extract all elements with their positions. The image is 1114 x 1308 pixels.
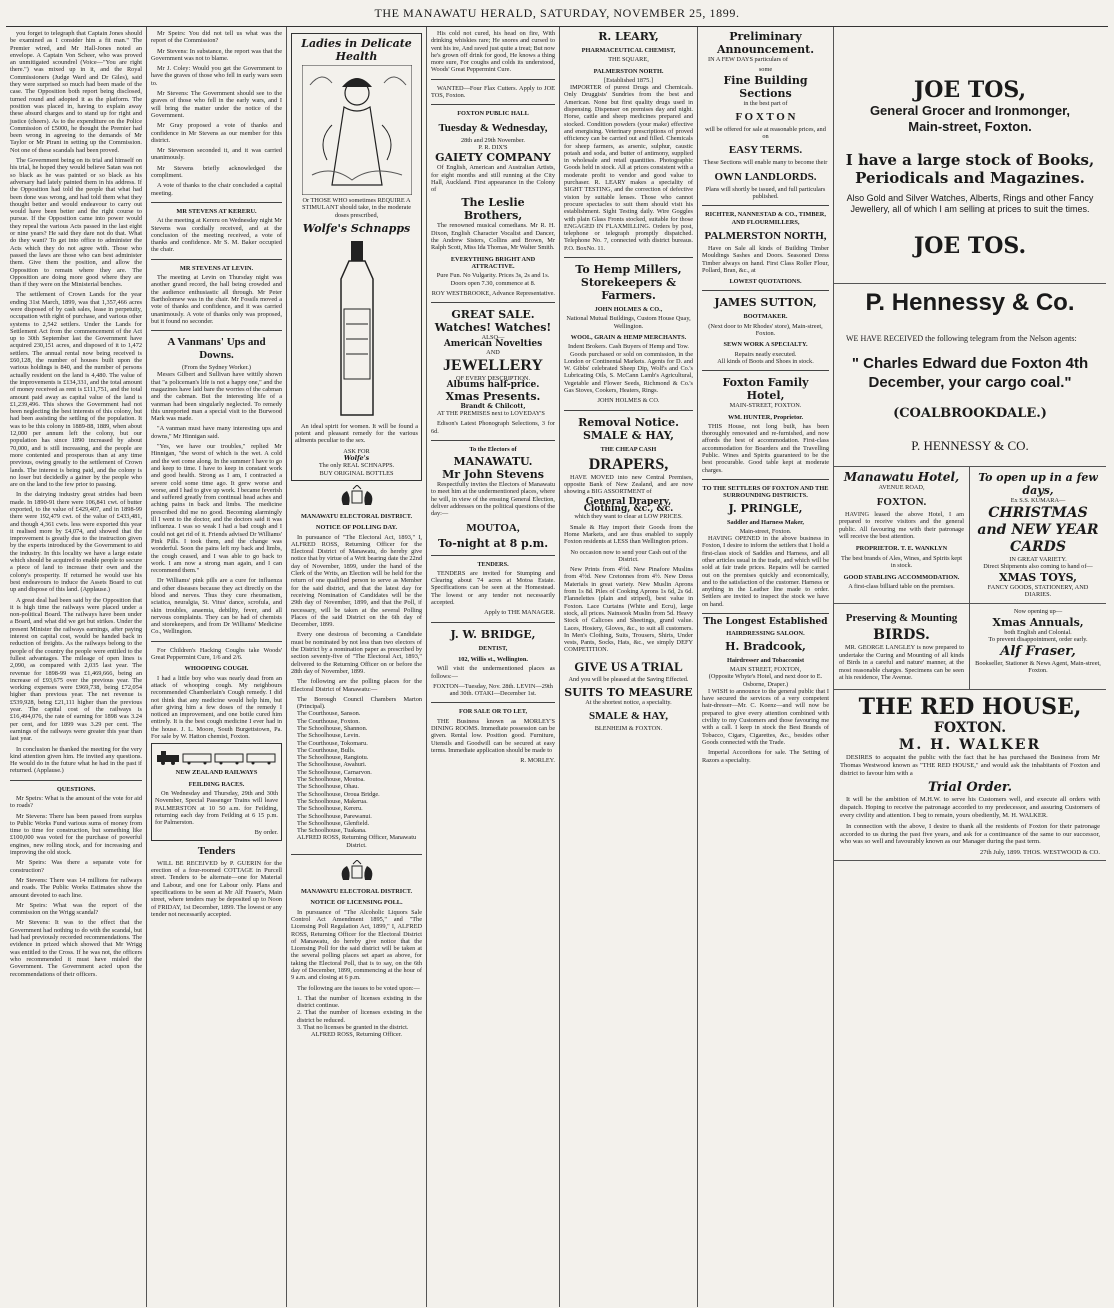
sale-heading: GREAT SALE. [451, 308, 535, 322]
ad-also: ALSO— [481, 334, 505, 342]
ad-text: Goods purchased or sold on commission, in the London or Continental Markets. Agents for D. and W. Gibbs' celebrated Sheep Dip, Wolf's and Co.'s Lubricating Oils, S. McCann Lamb's Agricultural, Vegetable and Flower Seeds, Richmond & Co.'s Gas Stoves, Cookers, Heaters, Rings. [564, 350, 693, 394]
question: Mr Speirs: Was there a separate vote for construction? [10, 859, 142, 874]
tenders-heading: Tenders [197, 844, 236, 857]
ad-text: Imperial Accordions for sale. The Setting of Razors a speciality. [702, 749, 829, 764]
ad-text: MR. GEORGE LANGLEY is now prepared to undertake the Curing and Mounting of all kinds of Birds in a careful and nature' manner, at the most reasonable charges. Specimens can be seen at his residence, The Avenue. [839, 643, 964, 682]
ad-subheading: General Drapery, Clothing, &c., &c. [583, 496, 674, 515]
merchant-address: National Mutual Buildings, Custom House Quay, Wellington. [566, 315, 691, 330]
hotel-cards-row [834, 467, 1106, 604]
company-owner: P. R. DIX'S [478, 143, 508, 151]
train-icon [155, 749, 280, 765]
divider [564, 410, 693, 411]
tenders-text: TENDERS are invited for Stumping and Clearing about 74 acres at Motoa Estate. Specifications can be seen at the Homestead. The lowest or any tender not necessarily accepted. [431, 569, 555, 607]
divider [431, 622, 555, 623]
company-name: GAIETY COMPANY [435, 151, 551, 165]
list-item: The Schoolhouse, Oroua Bridge. [297, 790, 380, 798]
column-1 [6, 27, 147, 1307]
ad-text: It will be the ambition of M.H.W. to serve his Customers well, and execute all orders with dispatch. Hoping to receive the patronage accorded to my predecessor, and assuring Customers of every civility and attention. I beg to remain, yours obediently, M. H. WALKER. [840, 796, 1100, 819]
show-dates-sub: 28th and 29th November. [460, 136, 525, 144]
ad-text: DESIRES to acquaint the public with the fact that he has purchased the Business from Mr Thomas Westwood known as "THE RED HOUSE," and would ask the inhabitants of Foxton and district to favour him with a [840, 753, 1100, 777]
store-name: THE RED HOUSE, [858, 693, 1082, 720]
divider [151, 259, 282, 260]
ad-text: Respectfully invites the Electors of Manawatu to meet him at the undermentioned places, where he will, in view of the ensuing General Election, deliver addresses on the political questions of the day:— [431, 481, 555, 518]
divider [431, 302, 555, 303]
ad-ask: ASK FOR [343, 447, 370, 455]
bootmaker-title: BOOTMAKER. [743, 313, 788, 321]
polling-places-list [291, 696, 422, 835]
brand-name: Wolfe's [343, 455, 370, 463]
xmas-annuals-ad [970, 604, 1106, 689]
suits-heading: SUITS TO MEASURE [564, 686, 693, 699]
article-source: (From the Sydney Worker.) [182, 364, 251, 372]
firm-town: PALMERSTON NORTH, [704, 229, 827, 242]
ad-address: BLENHEIM & FOXTON. [594, 725, 663, 733]
list-item: The Courthouse, Bulls. [297, 746, 356, 754]
divider [702, 205, 829, 206]
article-heading: WHOOPING COUGH. [184, 665, 249, 673]
ad-text: A first-class billiard table on the premises. [848, 583, 955, 591]
brand-name: Wolfe's Schnapps [302, 221, 411, 235]
article-paragraph: A great deal had been said by the Opposition that it is high time the railways were placed under a non-political Board. The railways have been under a Board, and what did we get but strikes. Under the present Minister the railways earnings, after paying interest on capital cost, would be handed back in reduction of freights. As the railways belong to the people of the country the people were entitled to the fullest advantages. The mileage of open lines is 2,090, as compared with 2,035 last year. The revenue for 1898-99 was £1,469,666, being an increase of £93,675 over the previous year. The working expenses were £969,738, being £72,054 higher than previous year. The net revenue is £539,928, being £21,111 higher than the previous year. The capital cost of the railways is £16,494,076, the rate of earning for 1898 was 3.24 per cent, and for 1899 was 3.29 per cent. The earnings of the railways were greater this year than last year. [10, 596, 142, 743]
tenders-apply: Apply to THE MANAGER. [484, 609, 555, 617]
ad-text: Ex S.S. KUMARA— [1010, 497, 1066, 504]
divider [431, 79, 555, 80]
column-7 [834, 27, 1106, 1307]
list-item: 2. That the number of licenses existing in the district be reduced. [297, 1009, 422, 1024]
ad-text: both English and Colonial. [1004, 628, 1072, 636]
ad-text: HAVE MOVED into new Central Premises, opposite Bank of New Zealand, and are now showing a BIG ASSORTMENT of [564, 473, 693, 496]
railways-order: By order. [254, 829, 278, 837]
column-3 [287, 27, 427, 1307]
ad-text: Edison's Latest Phonograph Selections, 3 for 6d. [431, 420, 555, 435]
ad-text: some [758, 66, 773, 74]
ad-text: Of English, American and Australian Artists, for eight months and still running at the City Hall, Auckland. First appearance in the Colony of [431, 164, 555, 194]
drapers-heading: DRAPERS, [588, 455, 669, 473]
questions-heading: QUESTIONS. [56, 785, 96, 793]
ad-every: OF EVERY DESCRIPTION. [455, 375, 531, 383]
ad-text: HAVING leased the above Hotel, I am prepared to receive visitors and the general public. All favouring me with their patronage will receive the best attention. [839, 510, 964, 541]
list-item: The Schoolhouse, Parewanui. [297, 812, 372, 820]
article-paragraph: Mr Gray proposed a vote of thanks and confidence in Mr Stevens as our member for this district. [151, 122, 282, 144]
removal-heading: Removal Notice. [578, 415, 679, 429]
bird-mounting-ad [834, 604, 970, 689]
ad-text: The best brands of Ales, Wines, and Spirits kept in stock. [840, 554, 962, 570]
ad-text: Smale & Hay import their Goods from the Home Markets, and are thus enabled to supply Foxton residents at LESS than Wellington prices. [564, 523, 693, 546]
ad-text: All kinds of Boots and Shoes in stock. [717, 357, 814, 365]
column-2 [147, 27, 287, 1307]
annuals-heading: Xmas Annuals, [992, 615, 1084, 629]
railways-subtitle: FEILDING RACES. [188, 780, 245, 788]
ad-text: IMPORTER of purest Drugs and Chemicals. Only Druggists' Sundries from the best and American. None but first quality drugs used in dispensing. Dispenser on premises day and night. Horse, cattle and sheep medicines prepared and stocked. Condition powders (your make) effective and energising. Veterinary prescriptions of proved efficiency can be carried out and filled. Chemicals for sheep farmers, as arsenic, sulphur, caustic potash and soda, and butter of antimony, supplied in wholesale and retail quantities. Photographic Goods held in stock. All at prices consistent with a moderate profit to vendor and good value to purchaser. R. LEARY makes a speciality of SIGHT TESTING, and the correction of defective vision by suitable lenses. Those who cannot procure spectacles to suit them should visit his establishment. Sight Testing daily. Wire Goggles with plain Glass Fronts stocked, suitable for those ENGAGED IN FLAXMILLING. Orders by post, telephone or telegraph promptly dispatched. Telephone No. 7, connected with district bureaus. P.O. BoxNo. 11. [564, 84, 693, 252]
ad-only: The only REAL SCHNAPPS. [318, 462, 395, 470]
trial-heading: GIVE US A TRIAL [574, 658, 683, 674]
hotel-proprietor: WM. HUNTER, Proprietor. [727, 413, 804, 421]
ad-text: Have on Sale all kinds of Building Timber Mouldings Sashes and Doors. Seasoned Dress Timber always on hand. First Class Roller Flour, Pollard, Bran, &c., at [702, 244, 829, 274]
bookseller-address: Bookseller, Stationer & News Agent, Main-street, Foxton. [975, 659, 1101, 675]
toys-heading: XMAS TOYS, [998, 570, 1078, 584]
list-item: The Schoolhouse, Moutoa. [297, 776, 365, 784]
divider [702, 370, 829, 371]
tenders-heading: TENDERS. [477, 560, 509, 568]
divider [151, 202, 282, 203]
list-item: The Schoolhouse, Glenfield. [297, 819, 370, 827]
article-paragraph: For Children's Hacking Coughs take Woods' Great Peppermint Cure, 1/6 and 2/6. [151, 646, 282, 662]
notice-text: In pursuance of "The Alcoholic Liquors Sale Control Act Amendment 1895," and "The Licensing Poll Regulation Act, 1899," I, ALFRED ROSS, Returning Officer for the Electoral District of Manawatu, do hereby give notice that the Licensing Poll for the said district will be taken at the several polling places set apart as above, for taking the Electoral Poll, that is to say, on the 6th day of December, 1899, commencing at the hour of 9 a.m. and closing at 6 p.m. [291, 908, 422, 982]
hotel-proprietor: PROPRIETOR. T. E. WANKLYN [855, 544, 948, 552]
divider [431, 440, 555, 441]
chemist-name: R. LEARY, [598, 30, 659, 43]
railways-text: On Wednesday and Thursday, 29th and 30th November, Special Passenger Trains will leave PALMERSTON at 10 50 a.m. for Feilding, returning each day from Feilding at 6 15 p.m. for Palmerston. [155, 789, 278, 827]
list-item: The Schoolhouse, Ohau. [297, 783, 359, 791]
article-paragraph: The settlement of Crown Lands for the year ending 31st March, 1899, was that 1,357,466 acres were disposed of by cash sales, lease in perpetuity, occupation with right of purchase, and various other systems to 2,542 settlers. Under the Lands for Settlement Act from the commencement of the Act up to 30th September last the Government have acquired 230,151 acres, and disposed of it to 1,472 settlers. The annual rental now being received is £60,128, the number of houses built upon the various holdings is 840, and the number of persons actually resident on the land is 4,480. The value of the improvements is £134,331, and the total amount of money received as rent is £111,751, and the total amount paid away as capital value of the land is £1,239,496. This shows the Government had not been neglecting the best interests of this colony, but had been assisting the settling of the population. It was to be this colony in 1889-88, 1889, when about 12,000 per annum left the colony, but our population has since 1890 increased by about 70,000, and is still increasing, and the people are more contented and prosperous than at any time previous, owing greatly to the settlement of Crown lands. The interest is being paid, and the colony is no loser but decidedly a gainer by the people who are on the land to the few prior to passing. [10, 291, 142, 489]
bottle-icon [333, 239, 381, 419]
notice-signature: ALFRED ROSS, Returning Officer. [310, 1031, 402, 1039]
article-paragraph: you forget to telegraph that Captain Jones should be examined as I consider him a fit man." The Premier wired, and Mr Hall-Jones noted an envelope. A Captain Von Scheer, who was proved an unmitigated scoundrel (Voice—"You are right there.") was mixed up in it, and the Royal Commissioners (Judge Ward and Dr Giles), said they were surprised so much had been made of the case. The Opposition both report being disclosed, turned round and adopted it as the platform. The position was placed in, having to explain away these absurd charges and to stand up for right and justice (cheers). As to the expenditure on the Police Commission of £5000, he thought the Premier had been wrong in agreeing to the demands of Mr Taylor or Mr Pirani in setting up the Commission. Not one of these scandals had been proved. [10, 30, 142, 154]
article-paragraph: Messrs Gilbert and Sullivan have wittily shown that "a policeman's life is not a happy one," and the magazines have laid bare the worries of the cabman and the cabman. But the interesting life of a vanman had been singularly neglected. To remedy this unreported man a special visit to the Burwood Mark was made. [151, 371, 282, 423]
ad-text: Will visit the undermentioned places as follows:— [431, 665, 555, 680]
ad-text: To prevent disappointment, order early. [988, 636, 1088, 644]
list-item: 3. That no licenses be granted in the district. [297, 1024, 409, 1032]
divider [291, 854, 422, 855]
notice-text: Every one desirous of becoming a Candidate must be nominated by not less than two electors of the District by a nomination paper as prescribed by section seventy-five of "The Electoral Act, 1893," delivered to the Returning Officer on or before the 28th day of November, 1899. [291, 631, 422, 675]
answer: Mr Stevens: It was to the effect that the Government had nothing to do with the scandal, but had had previously recorded recommendations. The evidence in prized which showed that Mr Wrigg was entitled to the Cross. If he was not, the officers who recommended it must have misled the Government. The Government acted upon the recommendations of their officers. [10, 919, 142, 978]
albums-heading: Albums half-price. [446, 380, 540, 391]
hotel-name: Foxton Family Hotel, [722, 376, 809, 403]
column-4 [427, 27, 560, 1307]
bootmaker-address: (Next door to Mr Rhodes' store), Main-street, Foxton. [708, 322, 823, 338]
divider [431, 555, 555, 556]
list-item: The Schoolhouse, Awahuri. [297, 761, 367, 769]
article-heading: A Vanmans' Ups and Downs. [167, 336, 266, 362]
saloon-subheading: HAIRDRESSING SALOON. [726, 630, 805, 638]
visit-schedule: FOXTON—Tuesday, Nov. 28th. LEVIN—29th and 30th. OTAKI—December 1st. [433, 682, 553, 698]
candidate-name: Mr John Stevens [442, 468, 544, 482]
merchant-trade: WOOL, GRAIN & HEMP MERCHANTS. [570, 333, 687, 341]
article-paragraph: In conclusion he thanked the meeting for the very kind attention given him. He invited any questions. He would do in the future what he had in the past if returned. (Applause.) [10, 745, 142, 775]
notice-signature: ALFRED ROSS, Returning Officer, Manawatu District. [296, 834, 417, 849]
ad-buy: BUY ORIGINAL BOTTLES [319, 469, 394, 477]
manawatu-hotel-ad [834, 467, 970, 603]
sale-heading: FOR SALE OR TO LET, [458, 708, 528, 716]
saddler-name: J. PRINGLE, [728, 501, 803, 515]
ad-text: No occasion now to send your Cash out of the District. [570, 548, 687, 563]
announcement-heading: Preliminary Announcement. [716, 30, 815, 56]
notice-text: The following are the polling places for the Electoral District of Manawatu:— [291, 678, 422, 693]
sections-heading: Fine Building Sections [723, 73, 808, 100]
hennessy-ad [834, 284, 1106, 467]
wanted-ad: WANTED—Four Flax Cutters. Apply to JOE TOS, Foxton. [431, 84, 555, 100]
ad-text: The renowned musical comedians. Mr R. H. Dixon, English Character Vocalist and Dancer, the Andrew Sisters, Collins and Brown, Mr Ralph Scott, Miss Ida Thomas, Mr Walter Smith. [431, 222, 555, 252]
answer: Mr Stevens: There was 14 millions for railways and roads. The Public Works Estimates show the amount devoted to each line. [10, 876, 142, 899]
list-item: The Courthouse, Foxton. [297, 717, 360, 725]
notice-text: The following are the issues to be voted upon:— [297, 984, 420, 992]
ad-text: FANCY GOODS, STATIONERY, AND DIARIES. [987, 583, 1089, 599]
hairdresser-title: Hairdresser and Tobacconist [726, 656, 805, 664]
notice-subtitle: NOTICE OF POLLING DAY. [315, 524, 398, 532]
notice-title: MANAWATU ELECTORAL DISTRICT. [300, 512, 413, 520]
chemist-title: PHARMACEUTICAL CHEMIST, [581, 47, 676, 54]
ad-subheading: LOWEST QUOTATIONS. [729, 278, 802, 286]
ad-heading: Preserving & Mounting [845, 611, 958, 624]
article-paragraph: Mr Stevens: The Government should see to the graves of those who fell in the early wars, and I will bring the matter under the notice of the Government. [151, 90, 282, 119]
ad-heading: TO THE SETTLERS OF FOXTON AND THE SURROUNDING DISTRICTS. [702, 484, 829, 500]
joe-tos-ad [834, 27, 1106, 284]
list-item: The Schoolhouse, Kereru. [297, 805, 363, 813]
ad-text: in the best part of [743, 99, 788, 107]
birds-heading: BIRDS. [873, 626, 930, 643]
ad-text: And you will be pleased at the Saving Effected. [568, 675, 689, 683]
article-paragraph: Mr Stevens briefly acknowledged the compliment. [151, 164, 282, 180]
railways-title: NEW ZEALAND RAILWAYS [175, 769, 258, 777]
divider [702, 479, 829, 480]
ad-title: Ladies in Delicate Health [301, 37, 412, 63]
article-heading: MR STEVENS AT LEVIN. [179, 264, 254, 272]
xmas-heading: Xmas Presents. [445, 389, 541, 403]
article-paragraph: Mr J. Coley: Would you get the Government to have the graves of those who fell in early wars seen to. [151, 65, 282, 87]
ad-body: An ideal spirit for women. It will be found a potent and pleasant remedy for the various ailments peculiar to the sex. [295, 422, 418, 445]
birds-annuals-row [834, 604, 1106, 690]
hall-name: FOXTON PUBLIC HALL [457, 110, 529, 118]
royal-crest-icon [337, 860, 377, 884]
ad-agent: ROY WESTBROOKE, Advance Representative. [431, 289, 555, 297]
ad-text: Direct Shipments also coming to hand of— [983, 563, 1093, 571]
lady-illustration-icon [302, 65, 412, 195]
ad-subheading: GOOD STABLING ACCOMMODATION. [843, 573, 960, 581]
notice-title: MANAWATU ELECTORAL DISTRICT. [300, 888, 413, 896]
dentist-address: 102, Willis st., Wellington. [458, 655, 528, 663]
merchant-indent: Indent Brokers. Cash Buyers of Hemp and Tow. [568, 343, 689, 351]
watches-heading: Watches! Watches! [434, 321, 552, 335]
chemist-address: THE SQUARE, [608, 56, 649, 64]
list-item: The Schoolhouse, Levin. [297, 732, 360, 740]
grocer-title: General Grocer and Ironmonger, [869, 103, 1071, 118]
divider [702, 290, 829, 291]
divider [151, 330, 282, 331]
ad-text: IN GREAT VARIETY. [1009, 555, 1067, 563]
books-heading: I have a large stock of Books, Periodicals and Magazines. [845, 151, 1095, 187]
list-item: The Courthouse, Tokomaru. [297, 739, 368, 747]
electorate-name: MANAWATU. [453, 455, 533, 469]
tenders-text: WILL BE RECEIVED by P. GUERIN for the erection of a four-roomed COTTAGE in Purcell street. Tenders to be alternate—one for Material and Labour, and one for Labour only. Plans and specifications to be seen at Mr Alf Fraser's, Main street, where tenders may be deposited up to Noon of FRIDAY, 1st December, 1899. The lowest or any tender not necessarily accepted. [151, 859, 282, 918]
saddler-title: Saddler and Harness Maker, [727, 518, 804, 526]
list-item: The Schoolhouse, Tuakana. [297, 827, 367, 835]
divider [702, 613, 829, 614]
question: Mr Speirs: What was the report of the commission on the Wrigg scandal? [10, 901, 142, 917]
article-paragraph: I had a little boy who was nearly dead from an attack of whooping cough. My neighbours recommended Chamberlain's Cough remedy. I did not think that any medicine would help him, but after giving him a few doses of the remedy I noticed an improvement, and one bottle cured him entirely. It is the best cough medicine I ever had in the house. J. L. Moore, South Burgettstown, Pa. For sale by W. Hatton chemist, Foxton. [151, 674, 282, 741]
venue: MOUTOA, [466, 521, 520, 534]
chemist-town: PALMERSTON NORTH. [593, 67, 664, 75]
list-item: The Schoolhouse, Carnarvon. [297, 768, 372, 776]
trial-order-heading: Trial Order. [927, 780, 1013, 796]
issues-list [291, 995, 422, 1031]
article-paragraph: At the meeting at Kereru on Wednesday night Mr Stevens was cordially received, and at the conclusion of the meeting received, a vote of thanks and confidence. Mr S. M. Baker occupied the chair. [151, 217, 282, 254]
ad-text: THIS House, not long built, has been thoroughly renovated and re-furnished, and now affords the best of accommodation. First-class accommodation for Boarders and the Travelling Public. Wines and Spirits guaranteed to be the best procurable. Good table kept at moderate charges. [702, 422, 829, 474]
divider [431, 104, 555, 105]
article-paragraph: In the dairying industry great strides had been made. In 1890-91 there were 106,841 cwt. of butter exported, to the value of £429,407, and in 1898-99 there were 192,479 cwt. of the value of £433,481, and though 4,361 cwts. less were exported this year it realised more by £4,074, and showed that the improvement is greatly due to the instruction given by the experts introduced by the Government to aid the industry. In this locality we have a large estate which should be acquired to enable people to secure a piece of land to increase their own and the colony's prosperity. If returned he would use his best endeavours to induce the Assets Board to cut up and dispose of this land. (Applause.) [10, 491, 142, 594]
hairdresser-location: (Opposite Whyte's Hotel, and next door to E. Osborne, Draper.) [708, 673, 823, 688]
ad-text: At the shortest notice, a speciality. [585, 699, 672, 706]
ad-text: which they want to clear at LOW PRICES. [574, 513, 683, 521]
ad-text: IN A FEW DAYS particulars of [708, 56, 788, 63]
ad-text: WE HAVE RECEIVED the following telegram from the Nelson agents: [846, 334, 1077, 343]
christmas-cards-ad [970, 467, 1106, 603]
list-item: The Schoolhouse, Shannon. [297, 724, 368, 732]
columns [6, 27, 1108, 1307]
list-item: The Courthouse, Sanson. [297, 710, 361, 718]
bookseller-name: Alf Fraser, [1000, 643, 1076, 659]
notice-subtitle: NOTICE OF LICENSING POLL. [310, 899, 403, 907]
hotel-address: MAIN-STREET, FOXTON. [729, 402, 802, 410]
ad-text: I WISH to announce to the general public that I have secured the services of a very competent hair-dresser—Mr. C. Koenz—and will now be prepared to give every attention combined with civility to my Customers and those favouring me with a call. I keep in stock the Best Brands of Tobacco, Cigars, Cigarettes, &c., besides other Goods connected with the Trade. [702, 687, 829, 746]
electors-heading: To the Electors of [469, 445, 517, 453]
owner-name: M. H. WALKER [898, 736, 1042, 753]
ad-signature: 27th July, 1899. THOS. WESTWOOD & CO. [980, 849, 1100, 857]
saddler-address: Main-street, Foxton. [739, 527, 792, 535]
dentist-title: DENTIST, [478, 644, 508, 652]
article-paragraph: Mr Stevenson seconded it, and it was carried unanimously. [151, 147, 282, 162]
cards-heading: CHRISTMAS and NEW YEAR CARDS [977, 504, 1099, 555]
ad-text: will be offered for sale at reasonable prices, and on [705, 125, 826, 141]
drapers-tagline: THE CHEAP CASH [600, 445, 657, 453]
article-paragraph: Mr Speirs: You did not tell us what was the report of the Commission? [151, 30, 282, 45]
chemist-established: [Established 1875.] [604, 76, 653, 84]
merchant-name: P. Hennessy & Co. [865, 289, 1075, 316]
ad-text: These Sections will enable many to become their [703, 159, 828, 167]
hotel-name: Manawatu Hotel, [843, 470, 960, 484]
notice-text: In pursuance of "The Electoral Act, 1893," I, ALFRED ROSS, Returning Officer for the Electoral District of Manawatu, do hereby give notice that by virtue of a Writ bearing date the 22nd day of November, 1899, under the hand of the Clerk of the Writs, an Election will be held for the return of one qualified person to serve as Member for the said district, and that the latest day for receiving Nomination of Candidates will be the 29th day of November, 1899, and that the Poll, if necessary, will be taken at the several Polling Places of the said District on the 6th day of December, 1899. [291, 533, 422, 629]
column-6 [698, 27, 834, 1307]
ad-text: Plans will shortly be issued, and full particulars published. [705, 185, 826, 201]
merchant-signature: P. HENNESSY & CO. [911, 438, 1029, 453]
saloon-heading: The Longest Established [703, 617, 828, 628]
article-paragraph: "Yes, we have our troubles," replied Mr Hinnigan, "the worst of which is the wet. A cold and the wet come along. In the summer I have to go and keep to time. I have to keep in constant work and good health. Strong as I am, I contracted a severe cold some time ago. It grew worse and worse, and I had to give up work. I became feverish and suffered greatly from continual head aches and aching pains in back and limbs. The medicine prescribed did me no good. Becoming alarmingly ill I went to the doctor, and the doctors said it was influenza. I was so weak I had a bad cough and I could not get rid of it. Friends advised Dr Williams' Pink Pills. I took them, and the change was wonderful. Soon the pains left my back and limbs, the cough ceased, and I was able to go back to work. I am now a strong man again, and I can recommend them." [151, 443, 282, 575]
telegram-text: " Charles Edward due Foxton 4th December, your cargo coal." [851, 355, 1089, 391]
article-heading: MR STEVENS AT KERERU. [176, 207, 257, 215]
wolfes-schnapps-ad [291, 33, 422, 481]
grocer-signature: JOE TOS. [913, 233, 1027, 259]
list-item: The Schoolhouse, Makerua. [297, 797, 368, 805]
article-paragraph: Mr Stevens: In substance, the report was that the Government was not to blame. [151, 47, 282, 62]
divider [10, 780, 142, 781]
ad-signature: JOHN HOLMES & CO. [597, 397, 660, 405]
ad-heading: To Hemp Millers, Storekeepers & Farmers. [575, 263, 682, 303]
divider [151, 641, 282, 642]
drapers-name: SMALE & HAY, [582, 428, 674, 442]
merchant-name: JOHN HOLMES & CO., [594, 306, 663, 314]
masthead: THE MANAWATU HERALD, SATURDAY, NOVEMBER 25, 1899. [6, 0, 1108, 27]
price-list: New Prints from 4½d. New Pinafore Muslins from 4½d. New Cretonnes from 4½. New Dress Materials in great variety. New Muslin Aprons from 1s 8d. Piles of Cooking Aprons 1s 6d, 2s 6d. Flannelettes (plain and striped), best value in Foxton. Lace Curtains (White and Ecru), large stock, all prices. Nainsook Muslin from 5d. Heavy Stock of Calicoes and Sheetings, grand value. Laces, Hosiery, Gloves, &c., to suit all customers. In Men's Clothing, Suits, Trousers, Shirts, Under vests, Pants, Socks, Hats, &c., we simply DEFY COMPETITION. [564, 566, 693, 654]
article-paragraph: "A vanman must have many interesting ups and downs," Mr Hinnigan said. [151, 425, 282, 440]
article-paragraph: The meeting at Levin on Thursday night was another grand record, the hall being crowded and the audience enthusiastic all through. Mr Peter Bartholomew was in the chair. Mr Fossils moved a vote of thanks and confidence, and it was carried unanimously. A vote of thanks only was proposed, but it found no seconder. [151, 274, 282, 325]
hairdresser-address: MAIN STREET, FOXTON, [729, 665, 802, 673]
hotel-address: AVENUE ROAD, [878, 484, 925, 491]
landlords-heading: OWN LANDLORDS. [714, 170, 817, 183]
terms-heading: EASY TERMS. [728, 144, 803, 157]
answer: Mr Stevens: There has been passed from surplus to Public Works Fund various sums of money from time to time for construction, but something like £100,000 was voted for the purchase of powerful engines, new rolling stock, and for increasing and improving the old stock. [10, 812, 142, 857]
list-item: The Borough Council Chambers Marton (Principal). [297, 695, 422, 711]
jewellery-heading: JEWELLERY [443, 357, 543, 375]
article-paragraph: A vote of thanks to the chair concluded a capital meeting. [151, 182, 282, 197]
hotel-town: FOXTON. [876, 495, 927, 508]
ad-text: Or THOSE WHO sometimes REQUIRE A STIMULANT should take, in the moderate doses prescribed, [301, 197, 411, 219]
question: Mr Speirs: What is the amount of the vote for aid to roads? [10, 794, 142, 810]
ad-text: Now opening up— [1013, 607, 1063, 615]
ad-text: In connection with the above, I desire to thank all the residents of Foxton for their patronage accorded to us during the past five years, and ask for a continuance of the same to our successor, who was so well and favourably known as our Manager during the past term. [840, 822, 1100, 846]
town-name: F O X T O N [735, 110, 796, 123]
novelties-heading: American Novelties [443, 339, 543, 350]
ad-heading: To open up in a few days, [978, 471, 1098, 497]
dentist-name: J. W. BRIDGE, [450, 627, 536, 641]
coal-name: (COALBROOKDALE.) [893, 406, 1047, 421]
firm-name: RICHTER, NANNESTAD & CO., TIMBER, AND FLOURMILLERS, [705, 211, 826, 226]
ad-tagline: EVERYTHING BRIGHT AND ATTRACTIVE. [450, 255, 536, 270]
meeting-time: To-night at 8 p.m. [437, 536, 549, 550]
red-house-ad [834, 690, 1106, 861]
bootmaker-name: JAMES SUTTON, [714, 296, 817, 310]
list-item: 1. That the number of licenses existing in the district continue. [297, 994, 422, 1010]
railways-ad [151, 743, 282, 840]
ad-text: Repairs neatly executed. [734, 350, 797, 358]
watches-text: Also Gold and Silver Watches, Alberts, Rings and other Fancy Jewellery, all of which I am selling at prices to suit the times. [846, 193, 1094, 214]
ad-text: AT THE PREMISES next to LOVEDAY'S [437, 409, 545, 417]
article-paragraph: The Government being on its trial and himself on his trial, he hoped they would believe Satan was not so black as he was painted or so black as his adversary had lately painted them in his address. If the Opposition had told the people that what had been done was wrong, and had told them what they thought better and would endeavour to carry out would have been better and the right course to pursue. If the Opposition came into power would they repeal the various Acts passed in the last eight or nine years? He said they dare not do that. What do they want? To get into office to administer the Acts which they do not agree with. Those who passed the laws are those who can best administer them. Give them the position, and allow the Opposition to remain where they are. The Opposition are doing more good where they are than if they were on the Ministerial benches. [10, 157, 142, 289]
column-5 [560, 27, 698, 1307]
hairdresser-name: H. Bradcook, [725, 639, 806, 653]
store-town: FOXTON. [933, 719, 1007, 736]
brandt-name: Brandt & Chilcott, [460, 402, 526, 410]
show-dates: Tuesday & Wednesday, [438, 121, 548, 134]
royal-crest-icon [337, 485, 377, 509]
ad-prices: Pure Fun. No Vulgarity. Prices 3s, 2s and 1s. Doors open 7.30, commence at 8. [436, 272, 550, 287]
article-paragraph: Dr Williams' pink pills are a cure for influenza and other diseases because they act directly on the blood and nerves. Thus they cure rheumatism, sciatica, neuralgia, St. Vitus' dance, scrofula, and skin troubles, anaemia, debility, fever, and all nervous complaints. They can be had of chemists and storekeepers, and from Dr Williams' Medicine Co., Wellington. [151, 577, 282, 636]
ad-text: THE Business known as MORLEY'S DINING ROOMS. Immediate possession can be given. Rental low. Position good. Furniture, Utensils and Goodwill can be secured at easy terms. Immediate application should be made to [431, 717, 555, 754]
list-item: The Schoolhouse, Rangiotu. [297, 754, 369, 762]
grocer-address: Main-street, Foxton. [908, 119, 1032, 134]
ad-signature: R. MORLEY. [520, 757, 555, 765]
ad-text: HAVING OPENED in the above business in Foxton, I desire to inform the settlers that I hold a first-class stock of Saddles and Harness, and all other articles usual in the trade, and which will be sold at fair trade prices. Repairs will be carried out on the premises quickly and economically, and to the satisfaction of the customer. Harness or anything in the Leather line made to order. Settlers are invited to inspect the stock we have on hand. [702, 535, 829, 608]
poem: His cold not cured, his head on fire, With drinking whiskies rare; He snores and cursed to vent his ire, And raved just quite a treat; But now he's grown off drink for good, He knows a thing more sure, For coughs and colds its understood, Woods' Great Peppermint Cure. [431, 30, 555, 74]
divider [564, 257, 693, 258]
ad-signature: SMALE & HAY, [589, 710, 668, 723]
ad-and: AND [486, 348, 500, 356]
divider [431, 702, 555, 703]
performers-name: The Leslie Brothers, [461, 196, 525, 223]
ad-subheading: SEWN WORK A SPECIALTY. [723, 341, 808, 349]
grocer-name: JOE TOS, [913, 77, 1027, 103]
